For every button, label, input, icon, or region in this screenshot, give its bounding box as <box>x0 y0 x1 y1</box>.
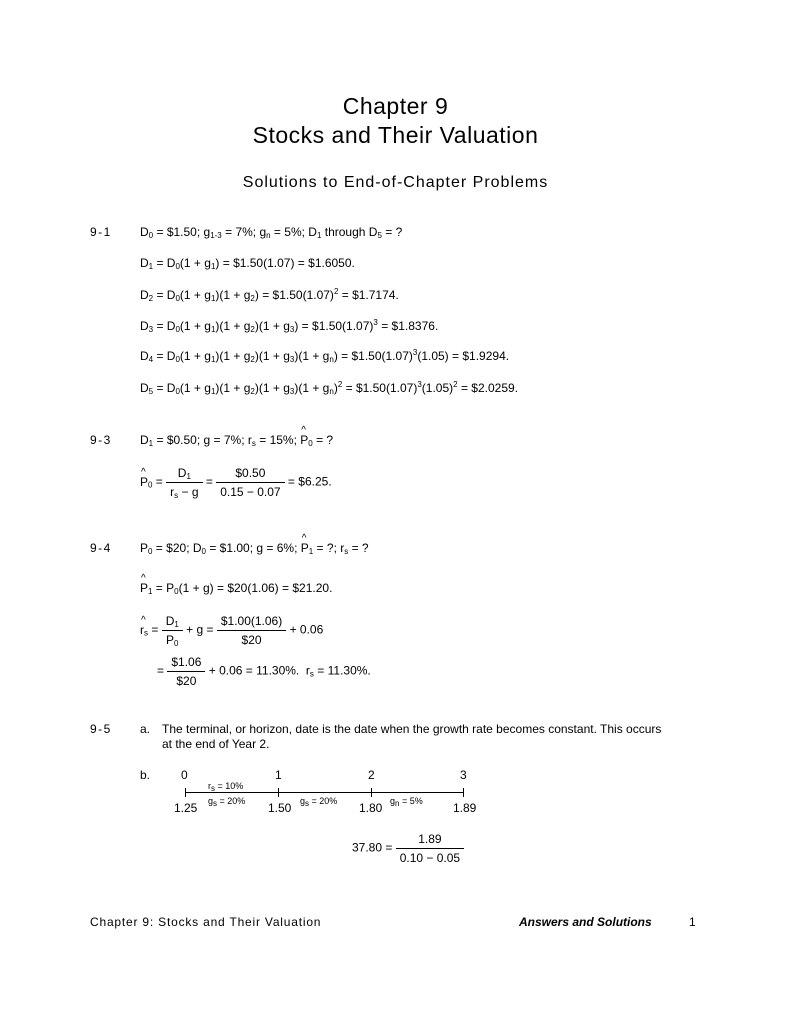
timeline-growth-2: $g_s = 20\%$ <box>300 796 338 808</box>
timeline-tick-2 <box>371 788 372 797</box>
timeline-axis <box>185 792 464 793</box>
cash-flow-2: 1.80 <box>359 801 383 815</box>
timeline-tick-0 <box>185 788 186 797</box>
timeline-growth-n: $g_n = 5\%$ <box>390 796 423 808</box>
timeline-tick-1 <box>278 788 279 797</box>
footer-section: Answers and Solutions <box>519 915 652 929</box>
equation-p1-hat: ^ $P_1 = P_0(1 + g)$ = $20(1.06) = $21.20. <box>140 581 332 595</box>
timeline-required-return: $r_s = 10\%$ <box>208 781 244 793</box>
problem-number-9-4: 9-4 <box>90 541 112 555</box>
part-a-text-line1: The terminal, or horizon, date is the date when the growth rate becomes constant. This occurs <box>162 722 662 736</box>
cash-flow-3: 1.89 <box>453 801 477 815</box>
period-label-1: 1 <box>275 768 282 782</box>
equation-d3: $D_3 = D_0(1 + g_1)(1 + g_2)(1 + g_3)$ = $\$1.50(1.07)^3$ = $1.8376. <box>140 318 439 334</box>
equation-d4: $D_4 = D_0(1 + g_1)(1 + g_2)(1 + g_3)(1 + g_n)$ = $\$1.50(1.07)^3(1.05)$ = $1.9294. <box>140 348 510 364</box>
part-a-label: a. <box>140 722 151 736</box>
period-label-3: 3 <box>460 768 467 782</box>
equation-d1: $D_1 = D_0(1 + g_1)$ = $1.50(1.07) = $1.6050. <box>140 256 355 271</box>
chapter-title: Stocks and Their Valuation <box>252 122 539 148</box>
period-label-0: 0 <box>181 768 188 782</box>
part-a-text-line2: at the end of Year 2. <box>162 737 270 751</box>
equation-rs-result: = $\frac{\$1.06}{\$20}$ + 0.06 = 11.30%. $r_s = 11.30\%$. <box>157 655 371 688</box>
page-number: 1 <box>689 915 697 929</box>
problem-9-3-given: $D_1$ = $0.50; g = 7%; $r_s = 15\%$; ^ $P_0$ = ? <box>140 433 333 447</box>
footer-chapter: Chapter 9: Stocks and Their Valuation <box>90 915 322 929</box>
cash-flow-1: 1.50 <box>268 801 292 815</box>
problem-9-1-given: $D_0$ = $1.50; $g_{1-3} = 7\%$; $g_n = 5\%$; $D_1$ through $D_5$ = ? <box>140 225 403 240</box>
equation-d5: $D_5 = D_0(1 + g_1)(1 + g_2)(1 + g_3)(1 + g_n)^2$ = $\$1.50(1.07)^3(1.05)^2$ = $2.0259. <box>140 380 519 396</box>
equation-d2: $D_2 = D_0(1 + g_1)(1 + g_2)$ = $\$1.50(1.07)^2$ = $1.7174. <box>140 287 399 303</box>
equation-p0-hat: ^ $P_0$ = $\frac{D_1}{r_s - g}$ = $\frac{\$0.50}{0.15 - 0.07}$ = $6.25. <box>140 466 332 499</box>
period-label-2: 2 <box>368 768 375 782</box>
section-subtitle: Solutions to End-of-Chapter Problems <box>242 174 549 191</box>
cash-flow-0: 1.25 <box>174 801 198 815</box>
problem-number-9-5: 9-5 <box>90 722 112 736</box>
timeline-tick-3 <box>463 788 464 797</box>
equation-rs-hat: ^ $r_s$ = $\frac{D_1}{P_0}$ + g = $\frac{\$1.00(1.06)}{\$20}$ + 0.06 <box>140 614 323 647</box>
problem-number-9-1: 9-1 <box>90 225 112 239</box>
chapter-number: Chapter 9 <box>342 93 449 119</box>
problem-9-4-given: $P_0$ = $20; $D_0$ = $1.00; g = 6%; ^ $P_1$ = ?; $r_s$ = ? <box>140 541 369 555</box>
equation-horizon-value: 37.80 = $\frac{1.89}{0.10 - 0.05}$ <box>352 832 464 865</box>
part-b-label: b. <box>140 768 151 782</box>
problem-number-9-3: 9-3 <box>90 433 112 447</box>
timeline-growth-1: $g_s = 20\%$ <box>208 796 246 808</box>
